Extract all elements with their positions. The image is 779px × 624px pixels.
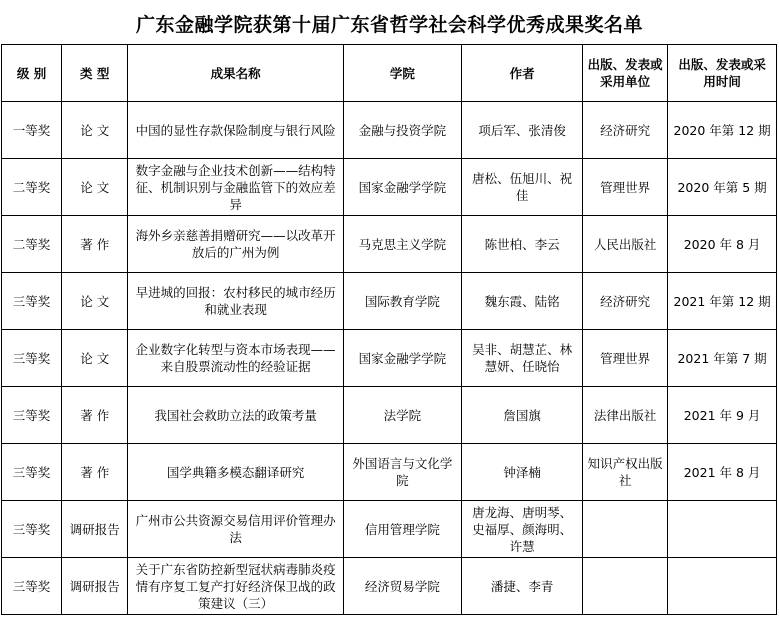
- header-type: 类 型: [62, 45, 128, 102]
- cell-publisher: 人民出版社: [583, 216, 668, 273]
- cell-time: 2021 年第 7 期: [668, 330, 777, 387]
- cell-school: 国际教育学院: [343, 273, 461, 330]
- cell-level: 三等奖: [2, 558, 62, 615]
- page-title: 广东金融学院获第十届广东省哲学社会科学优秀成果奖名单: [135, 14, 643, 36]
- table-row: [2, 387, 777, 444]
- header-achievement: 成果名称: [128, 45, 344, 102]
- header-time: 出版、发表或采用时间: [668, 45, 777, 102]
- cell-school: 马克思主义学院: [343, 216, 461, 273]
- table-row: [2, 273, 777, 330]
- cell-time: 2021 年 9 月: [668, 387, 777, 444]
- cell-author: 项后军、张清俊: [461, 102, 582, 159]
- cell-author: 唐松、伍旭川、祝佳: [461, 159, 582, 216]
- cell-publisher: 经济研究: [583, 273, 668, 330]
- cell-publisher: 管理世界: [583, 330, 668, 387]
- cell-time: 2021 年 8 月: [668, 444, 777, 501]
- cell-type: 著 作: [62, 216, 128, 273]
- cell-achievement: 海外乡亲慈善捐赠研究——以改革开放后的广州为例: [128, 216, 344, 273]
- cell-publisher: [583, 501, 668, 558]
- table-row: [2, 558, 777, 615]
- cell-level: 三等奖: [2, 444, 62, 501]
- cell-author: 吴非、胡慧芷、林慧妍、任晓怡: [461, 330, 582, 387]
- cell-school: 外国语言与文化学院: [343, 444, 461, 501]
- cell-achievement: 关于广东省防控新型冠状病毒肺炎疫情有序复工复产打好经济保卫战的政策建议（三）: [128, 558, 344, 615]
- table-row: [2, 159, 777, 216]
- cell-publisher: 经济研究: [583, 102, 668, 159]
- table-row: [2, 501, 777, 558]
- cell-time: [668, 558, 777, 615]
- header-school: 学院: [343, 45, 461, 102]
- cell-author: 詹国旗: [461, 387, 582, 444]
- cell-level: 二等奖: [2, 159, 62, 216]
- cell-author: 陈世柏、李云: [461, 216, 582, 273]
- cell-school: 信用管理学院: [343, 501, 461, 558]
- cell-level: 三等奖: [2, 330, 62, 387]
- cell-publisher: 知识产权出版社: [583, 444, 668, 501]
- cell-author: 魏东霞、陆铭: [461, 273, 582, 330]
- header-publisher: 出版、发表或采用单位: [583, 45, 668, 102]
- table-row: [2, 444, 777, 501]
- cell-type: 调研报告: [62, 558, 128, 615]
- cell-level: 三等奖: [2, 273, 62, 330]
- cell-author: 钟泽楠: [461, 444, 582, 501]
- cell-level: 一等奖: [2, 102, 62, 159]
- table-header-row: [2, 45, 777, 102]
- cell-type: 论 文: [62, 273, 128, 330]
- header-level: 级 别: [2, 45, 62, 102]
- cell-achievement: 早进城的回报：农村移民的城市经历和就业表现: [128, 273, 344, 330]
- cell-time: [668, 501, 777, 558]
- table-row: [2, 102, 777, 159]
- cell-achievement: 企业数字化转型与资本市场表现——来自股票流动性的经验证据: [128, 330, 344, 387]
- cell-school: 金融与投资学院: [343, 102, 461, 159]
- cell-achievement: 数字金融与企业技术创新——结构特征、机制识别与金融监管下的效应差异: [128, 159, 344, 216]
- cell-school: 国家金融学学院: [343, 159, 461, 216]
- cell-time: 2020 年 8 月: [668, 216, 777, 273]
- cell-type: 论 文: [62, 330, 128, 387]
- cell-school: 经济贸易学院: [343, 558, 461, 615]
- cell-school: 法学院: [343, 387, 461, 444]
- cell-time: 2020 年第 12 期: [668, 102, 777, 159]
- cell-type: 论 文: [62, 102, 128, 159]
- cell-publisher: 管理世界: [583, 159, 668, 216]
- cell-achievement: 我国社会救助立法的政策考量: [128, 387, 344, 444]
- cell-type: 调研报告: [62, 501, 128, 558]
- cell-level: 三等奖: [2, 387, 62, 444]
- cell-achievement: 国学典籍多模态翻译研究: [128, 444, 344, 501]
- cell-time: 2020 年第 5 期: [668, 159, 777, 216]
- cell-achievement: 广州市公共资源交易信用评价管理办法: [128, 501, 344, 558]
- cell-type: 论 文: [62, 159, 128, 216]
- header-author: 作者: [461, 45, 582, 102]
- cell-author: 唐龙海、唐明琴、史福厚、颜海明、许慧: [461, 501, 582, 558]
- cell-school: 国家金融学学院: [343, 330, 461, 387]
- cell-publisher: 法律出版社: [583, 387, 668, 444]
- cell-level: 三等奖: [2, 501, 62, 558]
- cell-type: 著 作: [62, 444, 128, 501]
- cell-achievement: 中国的显性存款保险制度与银行风险: [128, 102, 344, 159]
- cell-level: 二等奖: [2, 216, 62, 273]
- table-row: [2, 216, 777, 273]
- cell-time: 2021 年第 12 期: [668, 273, 777, 330]
- awards-table: [1, 44, 777, 615]
- table-row: [2, 330, 777, 387]
- cell-type: 著 作: [62, 387, 128, 444]
- cell-author: 潘捷、李青: [461, 558, 582, 615]
- cell-publisher: [583, 558, 668, 615]
